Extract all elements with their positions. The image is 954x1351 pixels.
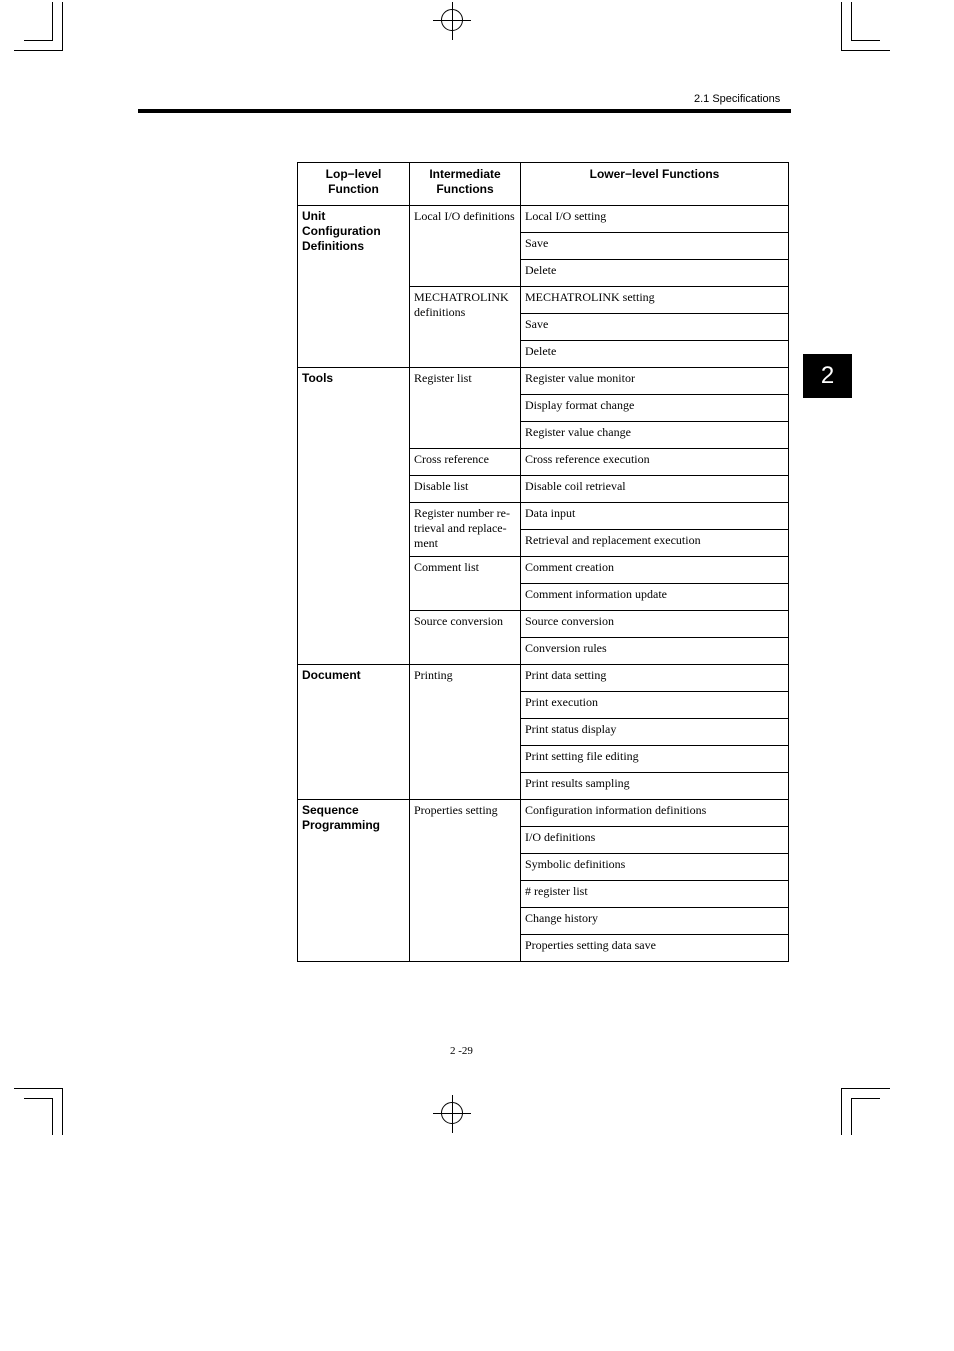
column-header-top-level: Lop−level Function <box>298 163 410 206</box>
column-header-intermediate: Intermediate Functions <box>410 163 521 206</box>
intermediate-function-cell: Printing <box>410 665 521 800</box>
intermediate-function-cell: Register list <box>410 368 521 449</box>
intermediate-function-cell: Properties setting <box>410 800 521 962</box>
table-body <box>298 206 789 962</box>
lower-level-function-cell: Print data setting <box>521 665 789 692</box>
intermediate-function-cell: Disable list <box>410 476 521 503</box>
top-level-function-cell: Sequence Programming <box>298 800 410 962</box>
running-header: 2.1 Specifications <box>694 93 781 105</box>
intermediate-function-cell: Register number re- trieval and replace- ment <box>410 503 521 557</box>
table-header-row <box>298 163 789 206</box>
lower-level-function-cell: Print execution <box>521 692 789 719</box>
lower-level-function-cell: Source conversion <box>521 611 789 638</box>
intermediate-function-cell: Comment list <box>410 557 521 611</box>
top-level-function-cell: Tools <box>298 368 410 665</box>
lower-level-function-cell: Local I/O setting <box>521 206 789 233</box>
lower-level-function-cell: Conversion rules <box>521 638 789 665</box>
intermediate-function-cell: MECHATROLINK definitions <box>410 287 521 368</box>
lower-level-function-cell: Disable coil retrieval <box>521 476 789 503</box>
table-row <box>298 368 789 395</box>
top-level-function-cell: Document <box>298 665 410 800</box>
intermediate-function-cell: Cross reference <box>410 449 521 476</box>
lower-level-function-cell: Delete <box>521 341 789 368</box>
table-row <box>298 665 789 692</box>
lower-level-function-cell: Symbolic definitions <box>521 854 789 881</box>
lower-level-function-cell: Display format change <box>521 395 789 422</box>
column-header-lower-level: Lower−level Functions <box>521 163 789 206</box>
lower-level-function-cell: Save <box>521 314 789 341</box>
lower-level-function-cell: Print results sampling <box>521 773 789 800</box>
lower-level-function-cell: Comment information update <box>521 584 789 611</box>
lower-level-function-cell: Save <box>521 233 789 260</box>
lower-level-function-cell: Retrieval and replacement execution <box>521 530 789 557</box>
chapter-tab: 2 <box>803 354 852 398</box>
lower-level-function-cell: Properties setting data save <box>521 935 789 962</box>
lower-level-function-cell: Print setting file editing <box>521 746 789 773</box>
table-row <box>298 800 789 827</box>
lower-level-function-cell: Configuration information definitions <box>521 800 789 827</box>
lower-level-function-cell: Change history <box>521 908 789 935</box>
intermediate-function-cell: Local I/O definitions <box>410 206 521 287</box>
lower-level-function-cell: MECHATROLINK setting <box>521 287 789 314</box>
lower-level-function-cell: Register value change <box>521 422 789 449</box>
lower-level-function-cell: Cross reference execution <box>521 449 789 476</box>
table-row <box>298 206 789 233</box>
top-level-function-cell: Unit Configuration Definitions <box>298 206 410 368</box>
lower-level-function-cell: Print status display <box>521 719 789 746</box>
page-number: 2 -29 <box>450 1045 473 1057</box>
lower-level-function-cell: # register list <box>521 881 789 908</box>
lower-level-function-cell: I/O definitions <box>521 827 789 854</box>
header-rule <box>138 109 791 113</box>
lower-level-function-cell: Delete <box>521 260 789 287</box>
function-table <box>297 162 789 962</box>
lower-level-function-cell: Register value monitor <box>521 368 789 395</box>
intermediate-function-cell: Source conversion <box>410 611 521 665</box>
lower-level-function-cell: Comment creation <box>521 557 789 584</box>
lower-level-function-cell: Data input <box>521 503 789 530</box>
